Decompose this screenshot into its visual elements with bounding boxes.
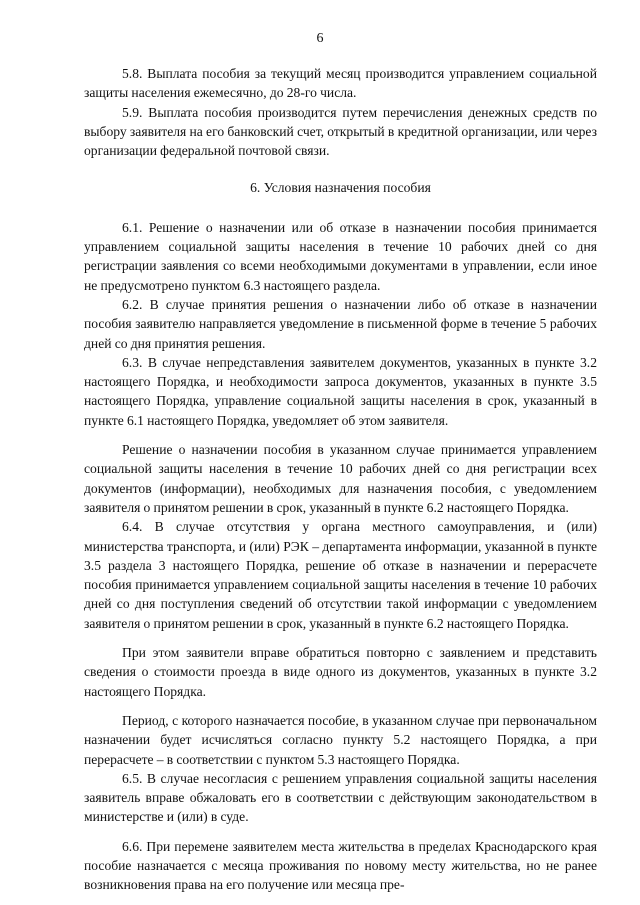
page-number: 6	[316, 31, 324, 46]
paragraph-6-2: 6.2. В случае принятия решения о назначении либо об отказе в назначении пособия заявителю направляется уведомление в письменной форме в течение 5 рабочих дней со дня принятия решения.	[84, 296, 597, 351]
paragraph-6-3-decision: Решение о назначении пособия в указанном случае принимается управлением социальной защиты населения в течение 10 рабочих дней со дня регистрации всех документов (информации), необходимых для назначения пособия, с уведомлением заявителя о принятом решении в срок, указанный в пункте 6.2 настоящего Порядка.	[84, 442, 597, 515]
paragraph-5-9: 5.9. Выплата пособия производится путем перечисления денежных средств по выбору заявителя на его банковский счет, открытый в кредитной организации, или через организации федеральной почтовой связи.	[84, 104, 597, 159]
document-body	[84, 64, 597, 895]
paragraph-6-4-reapply: При этом заявители вправе обратиться повторно с заявлением и представить сведения о стоимости проезда в виде одного из документов, указанных в пункте 3.2 настоящего Порядка.	[84, 645, 597, 699]
paragraph-6-5: 6.5. В случае несогласия с решением управления социальной защиты населения заявитель вправе обжаловать его в соответствии с действующим законодательством в министерстве и (или) в суде.	[84, 770, 597, 825]
paragraph-6-1: 6.1. Решение о назначении или об отказе в назначении пособия принимается управлением социальной защиты населения в течение 10 рабочих дней со дня регистрации заявления со всеми необходимыми документами в управлении, если иное не предусмотрено пунктом 6.3 настоящего раздела.	[84, 219, 597, 293]
paragraph-6-4-period: Период, с которого назначается пособие, в указанном случае при первоначальном назначении будет исчисляться согласно пункту 5.2 настоящего Порядка, а при перерасчете – в соответствии с пунктом 5.3 настоящего Порядка.	[84, 712, 597, 767]
paragraph-6-3: 6.3. В случае непредставления заявителем документов, указанных в пункте 3.2 настоящего Порядка, и необходимости запроса документов, указанных в пункте 3.5 настоящего Порядка, управление социальной защиты населения в срок, указанный в пункте 6.1 настоящего Порядка, уведомляет об этом заявителя.	[84, 354, 597, 428]
paragraph-5-8: 5.8. Выплата пособия за текущий месяц производится управлением социальной защиты населения ежемесячно, до 28-го числа.	[84, 66, 597, 101]
paragraph-6-4: 6.4. В случае отсутствия у органа местного самоуправления, и (или) министерства транспорта, и (или) РЭК – департамента информации, указанной в пункте 3.5 раздела 3 настоящего Порядка, решение об отказе в назначении и перерасчете пособия принимается управлением социальной защиты населения в течение 10 рабочих дней со дня поступления сведений об отсутствии такой информации с уведомлением заявителя о принятом решении в срок, указанный в пункте 6.2 настоящего Порядка.	[84, 519, 597, 631]
section-heading: 6. Условия назначения пособия	[250, 180, 431, 196]
paragraph-6-6: 6.6. При перемене заявителем места жительства в пределах Краснодарского края пособие назначается с месяца проживания по новому месту жительства, но не ранее возникновения права на его получение или месяца пре-	[84, 838, 597, 893]
